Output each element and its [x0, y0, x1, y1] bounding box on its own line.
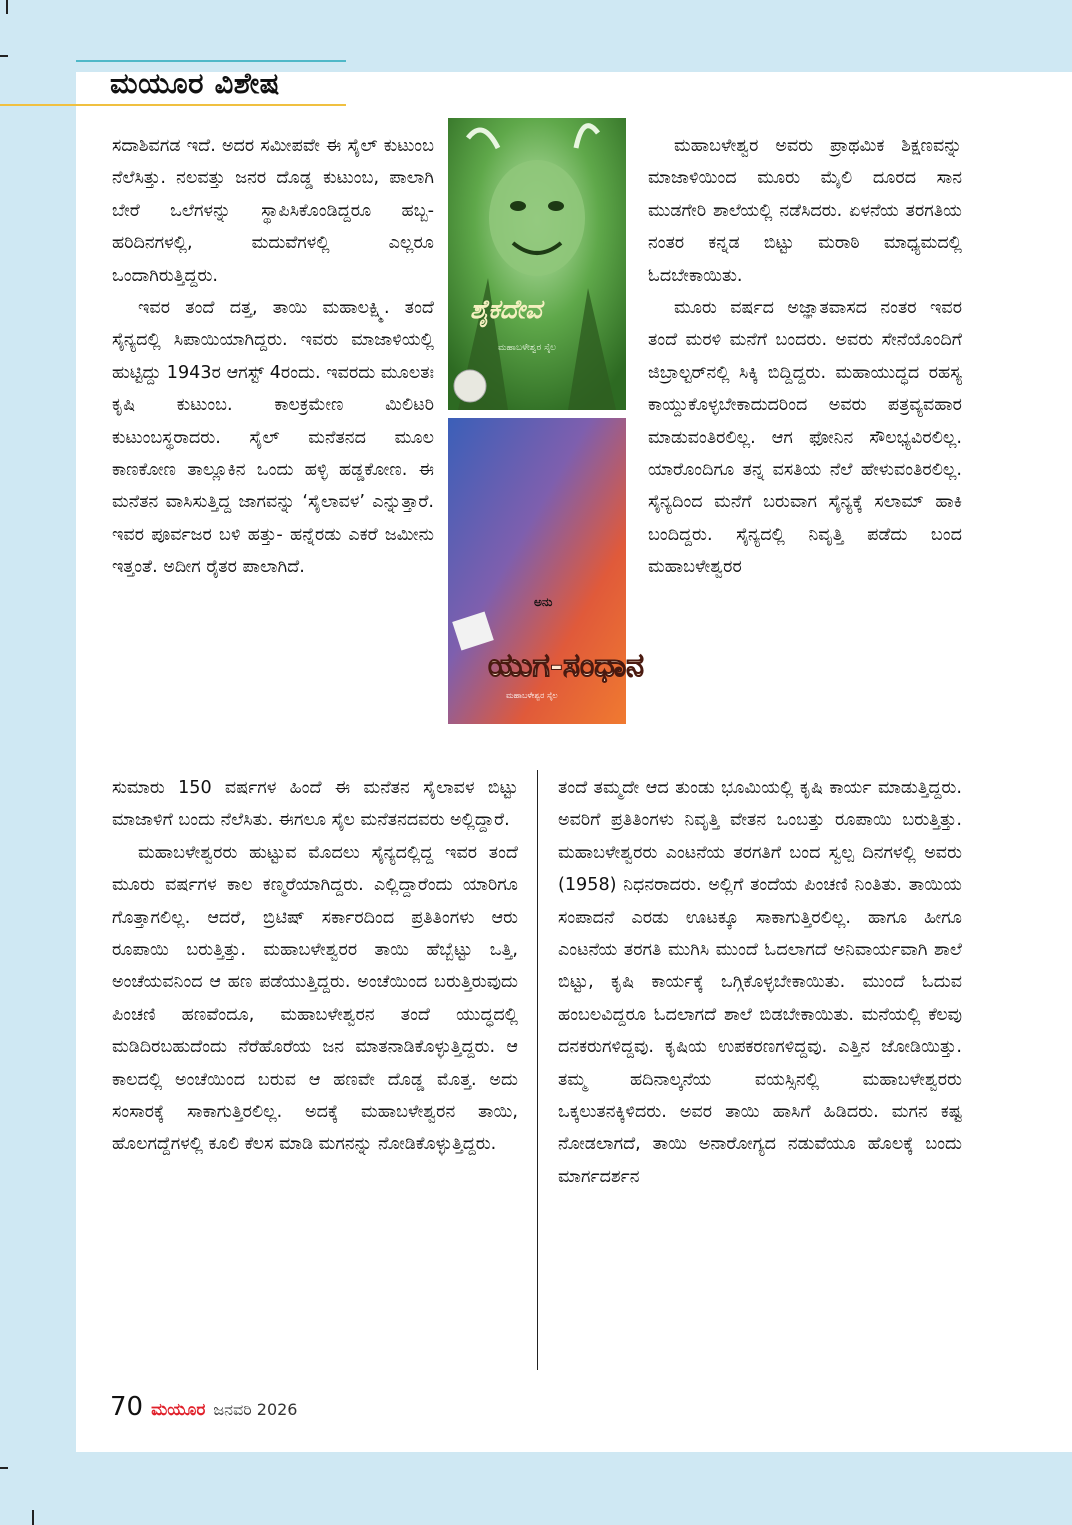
paragraph: ಸದಾಶಿವಗಡ ಇದೆ. ಅದರ ಸಮೀಪವೇ ಈ ಸೈಲ್ ಕುಟುಂಬ ನೆಲೆಸಿತ್ತು. ನಲವತ್ತು ಜನರ ದೊಡ್ಡ ಕುಟುಂಬ, ಪಾಲಾಗಿ ಬೇರೆ ಒಲೆಗಳನ್ನು ಸ್ಥಾಪಿಸಿಕೊಂಡಿದ್ದರೂ ಹಬ್ಬ-ಹರಿದಿನಗಳಲ್ಲಿ, ಮದುವೆಗಳಲ್ಲಿ ಎಲ್ಲರೂ ಒಂದಾಗಿರುತ್ತಿದ್ದರು. [112, 136, 434, 286]
crop-mark [32, 1510, 34, 1525]
paragraph: ಇವರ ತಂದೆ ದತ್ತ, ತಾಯಿ ಮಹಾಲಕ್ಷ್ಮಿ. ತಂದೆ ಸೈನ್ಯದಲ್ಲಿ ಸಿಪಾಯಿಯಾಗಿದ್ದರು. ಇವರು ಮಾಜಾಳಿಯಲ್ಲಿ ಹುಟ್ಟಿದ್ದು 1943ರ ಆಗಸ್ಟ್ 4ರಂದು. ಇವರದು ಮೂಲತಃ ಕೃಷಿ ಕುಟುಂಬ. ಕಾಲಕ್ರಮೇಣ ಮಿಲಿಟರಿ ಕುಟುಂಬಸ್ಥರಾದರು. ಸೈಲ್ ಮನೆತನದ ಮೂಲ ಕಾಣಕೋಣ ತಾಲ್ಲೂಕಿನ ಒಂದು ಹಳ್ಳಿ ಹಡ್ಡಕೋಣ. ಈ ಮನೆತನ ವಾಸಿಸುತ್ತಿದ್ದ ಜಾಗವನ್ನು ‘ಸೈಲಾವಳ’ ಎನ್ನುತ್ತಾರೆ. ಇವರ ಪೂರ್ವಜರ ಬಳಿ ಹತ್ತು- ಹನ್ನೆರಡು ಎಕರೆ ಜಮೀನು ಇತ್ತಂತೆ. ಅದೀಗ ರೈತರ ಪಾಲಾಗಿದೆ. [112, 298, 434, 578]
book-2-mark: ಅನು [534, 595, 553, 609]
paragraph: ಮೂರು ವರ್ಷದ ಅಜ್ಞಾತವಾಸದ ನಂತರ ಇವರ ತಂದೆ ಮರಳಿ ಮನೆಗೆ ಬಂದರು. ಅವರು ಸೇನೆಯೊಂದಿಗೆ ಜಿಬ್ರಾಲ್ಟರ್‌ನಲ್ಲಿ ಸಿಕ್ಕಿ ಬಿದ್ದಿದ್ದರು. ಮಹಾಯುದ್ಧದ ರಹಸ್ಯ ಕಾಯ್ದುಕೊಳ್ಳಬೇಕಾದುದರಿಂದ ಅವರು ಪತ್ರವ್ಯವಹಾರ ಮಾಡುವಂತಿರಲಿಲ್ಲ. ಆಗ ಫೋನಿನ ಸೌಲಭ್ಯವಿರಲಿಲ್ಲ. ಯಾರೊಂದಿಗೂ ತನ್ನ ವಸತಿಯ ನೆಲೆ ಹೇಳುವಂತಿರಲಿಲ್ಲ. ಸೈನ್ಯದಿಂದ ಮನೆಗೆ ಬರುವಾಗ ಸೈನ್ಯಕ್ಕೆ ಸಲಾಮ್ ಹಾಕಿ ಬಂದಿದ್ದರು. ಸೈನ್ಯದಲ್ಲಿ ನಿವೃತ್ತಿ ಪಡೆದು ಬಂದ ಮಹಾಬಳೇಶ್ವರರ [648, 298, 962, 578]
book-2-title: ಯುಗ-ಸಂಧಾನ [488, 646, 644, 684]
column-3 [648, 130, 962, 584]
crop-mark [6, 0, 8, 14]
paragraph: ಸುಮಾರು 150 ವರ್ಷಗಳ ಹಿಂದೆ ಈ ಮನೆತನ ಸೈಲಾವಳ ಬಿಟ್ಟು ಮಾಜಾಳಿಗೆ ಬಂದು ನೆಲೆಸಿತು. ಈಗಲೂ ಸೈಲ ಮನೆತನದವರು ಅಲ್ಲಿದ್ದಾರೆ. [112, 778, 518, 831]
column-3-wide [558, 772, 962, 1193]
page-number: 70 [110, 1392, 144, 1422]
section-title: ಮಯೂರ ವಿಶೇಷ [110, 66, 280, 100]
column-divider [537, 770, 538, 1370]
book-1-author: ಮಹಾಬಳೇಶ್ವರ ಸೈಲ [498, 343, 556, 353]
crop-mark [0, 55, 8, 57]
book-2-author: ಮಹಾಬಳೇಶ್ವರ ಸೈಲ [506, 691, 558, 700]
page-footer [110, 1392, 298, 1422]
paragraph: ತಂದೆ ತಮ್ಮದೇ ಆದ ತುಂಡು ಭೂಮಿಯಲ್ಲಿ ಕೃಷಿ ಕಾರ್ಯ ಮಾಡುತ್ತಿದ್ದರು. ಅವರಿಗೆ ಪ್ರತಿತಿಂಗಳು ನಿವೃತ್ತಿ ವೇತನ ಒಂಬತ್ತು ರೂಪಾಯಿ ಬರುತ್ತಿತ್ತು. ಮಹಾಬಳೇಶ್ವರರು ಎಂಟನೆಯ ತರಗತಿಗೆ ಬಂದ ಸ್ವಲ್ಪ ದಿನಗಳಲ್ಲಿ ಅವರು (1958) ನಿಧನರಾದರು. ಅಲ್ಲಿಗೆ ತಂದೆಯ ಪಿಂಚಣಿ ನಿಂತಿತು. ತಾಯಿಯ ಸಂಪಾದನೆ ಎರಡು ಊಟಕ್ಕೂ ಸಾಕಾಗುತ್ತಿರಲಿಲ್ಲ. ಹಾಗೂ ಹೀಗೂ ಎಂಟನೆಯ ತರಗತಿ ಮುಗಿಸಿ ಮುಂದೆ ಓದಲಾಗದೆ ಅನಿವಾರ್ಯವಾಗಿ ಶಾಲೆ ಬಿಟ್ಟು, ಕೃಷಿ ಕಾರ್ಯಕ್ಕೆ ಒಗ್ಗಿಕೊಳ್ಳಬೇಕಾಯಿತು. ಮುಂದೆ ಓದುವ ಹಂಬಲವಿದ್ದರೂ ಓದಲಾಗದೆ ಶಾಲೆ ಬಿಡಬೇಕಾಯಿತು. ಮನೆಯಲ್ಲಿ ಕೆಲವು ದನಕರುಗಳಿದ್ದವು. ಕೃಷಿಯ ಉಪಕರಣಗಳಿದ್ದವು. ಎತ್ತಿನ ಜೋಡಿಯಿತ್ತು. ತಮ್ಮ ಹದಿನಾಲ್ಕನೆಯ ವಯಸ್ಸಿನಲ್ಲಿ ಮಹಾಬಳೇಶ್ವರರು ಒಕ್ಕಲುತನಕ್ಕಿಳಿದರು. ಅವರ ತಾಯಿ ಹಾಸಿಗೆ ಹಿಡಿದರು. ಮಗನ ಕಷ್ಟ ನೋಡಲಾಗದೆ, ತಾಯಿ ಅನಾರೋಗ್ಯದ ನಡುವೆಯೂ ಹೊಲಕ್ಕೆ ಬಂದು ಮಾರ್ಗದರ್ಶನ [558, 778, 962, 1187]
title-rule-bottom [0, 104, 346, 106]
book-cover-2 [448, 418, 644, 724]
issue-date: ಜನವರಿ 2026 [213, 1400, 298, 1419]
book-cover-1 [448, 118, 626, 410]
column-1 [112, 130, 434, 584]
book-1-title: ಶೈಕದೇವ [470, 295, 542, 325]
paragraph: ಮಹಾಬಳೇಶ್ವರ ಅವರು ಪ್ರಾಥಮಿಕ ಶಿಕ್ಷಣವನ್ನು ಮಾಜಾಳಿಯಿಂದ ಮೂರು ಮೈಲಿ ದೂರದ ಸಾನ ಮುಡಗೇರಿ ಶಾಲೆಯಲ್ಲಿ ನಡೆಸಿದರು. ಏಳನೆಯ ತರಗತಿಯ ನಂತರ ಕನ್ನಡ ಬಿಟ್ಟು ಮರಾಠಿ ಮಾಧ್ಯಮದಲ್ಲಿ ಓದಬೇಕಾಯಿತು. [648, 136, 962, 286]
magazine-logo: ಮಯೂರ [151, 1400, 206, 1420]
title-rule-top [76, 60, 346, 62]
paragraph: ಮಹಾಬಳೇಶ್ವರರು ಹುಟ್ಟುವ ಮೊದಲು ಸೈನ್ಯದಲ್ಲಿದ್ದ ಇವರ ತಂದೆ ಮೂರು ವರ್ಷಗಳ ಕಾಲ ಕಣ್ಮರೆಯಾಗಿದ್ದರು. ಎಲ್ಲಿದ್ದಾರೆಂದು ಯಾರಿಗೂ ಗೊತ್ತಾಗಲಿಲ್ಲ. ಆದರೆ, ಬ್ರಿಟಿಷ್ ಸರ್ಕಾರದಿಂದ ಪ್ರತಿತಿಂಗಳು ಆರು ರೂಪಾಯಿ ಬರುತ್ತಿತ್ತು. ಮಹಾಬಳೇಶ್ವರರ ತಾಯಿ ಹೆಬ್ಬೆಟ್ಟು ಒತ್ತಿ, ಅಂಚೆಯವನಿಂದ ಆ ಹಣ ಪಡೆಯುತ್ತಿದ್ದರು. ಅಂಚೆಯಿಂದ ಬರುತ್ತಿರುವುದು ಪಿಂಚಣಿ ಹಣವೆಂದೂ, ಮಹಾಬಳೇಶ್ವರನ ತಂದೆ ಯುದ್ಧದಲ್ಲಿ ಮಡಿದಿರಬಹುದೆಂದು ನೆರೆಹೊರೆಯ ಜನ ಮಾತನಾಡಿಕೊಳ್ಳುತ್ತಿದ್ದರು. ಆ ಕಾಲದಲ್ಲಿ ಅಂಚೆಯಿಂದ ಬರುವ ಆ ಹಣವೇ ದೊಡ್ಡ ಮೊತ್ತ. ಅದು ಸಂಸಾರಕ್ಕೆ ಸಾಕಾಗುತ್ತಿರಲಿಲ್ಲ. ಅದಕ್ಕೆ ಮಹಾಬಳೇಶ್ವರನ ತಾಯಿ, ಹೊಲಗದ್ದೆಗಳಲ್ಲಿ ಕೂಲಿ ಕೆಲಸ ಮಾಡಿ ಮಗನನ್ನು ನೋಡಿಕೊಳ್ಳುತ್ತಿದ್ದರು. [112, 842, 518, 1155]
column-1-wide [112, 772, 518, 1161]
crop-mark [0, 1467, 8, 1469]
